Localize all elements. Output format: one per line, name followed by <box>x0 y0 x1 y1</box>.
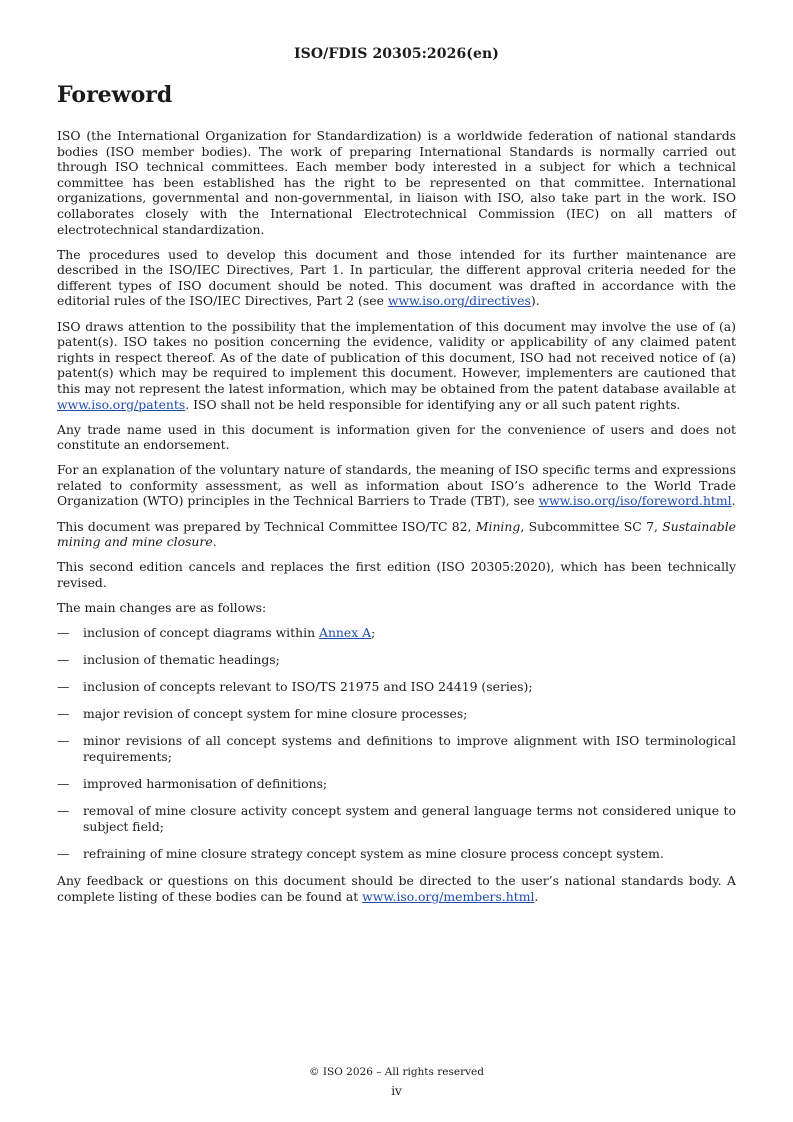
paragraph-edition: This second edition cancels and replaces the first edition (ISO 20305:2020), which has been technically revised. <box>57 559 736 590</box>
annex-a-link[interactable]: Annex A <box>319 625 372 641</box>
dash-bullet: — <box>57 679 70 695</box>
foreword-body <box>57 128 736 914</box>
list-item-text: refraining of mine closure strategy concept system as mine closure process concept system. <box>83 845 664 861</box>
paragraph-changes-intro: The main changes are as follows: <box>57 599 267 615</box>
list-item <box>57 803 736 834</box>
document-id-header: ISO/FDIS 20305:2026(en) <box>293 46 500 62</box>
members-link[interactable]: www.iso.org/members.html <box>362 888 535 904</box>
paragraph-committee-text: This document was prepared by Technical Committee ISO/TC 82, <box>57 518 476 534</box>
paragraph-committee <box>57 519 736 550</box>
dash-bullet: — <box>57 706 70 722</box>
list-item-text: inclusion of thematic headings; <box>83 652 280 668</box>
paragraph-voluntary-nature <box>57 462 736 509</box>
list-item <box>57 625 736 641</box>
paragraph-patents-end: . ISO shall not be held responsible for identifying any or all such patent rights. <box>185 396 681 412</box>
list-item <box>57 846 736 862</box>
paragraph-voluntary-text: For an explanation of the voluntary nature of standards, the meaning of ISO specific terms and expressions related to conformity assessment, as well as information about ISO’s adherence to the World Trade Organization (WTO) principles in the Technical Barriers to Trade (TBT), see <box>57 462 736 509</box>
paragraph-committee-mid: , Subcommittee SC 7, <box>520 518 663 534</box>
paragraph-feedback-text: Any feedback or questions on this document should be directed to the user’s national standards body. A complete listing of these bodies can be found at <box>57 872 736 904</box>
paragraph-trade-name: Any trade name used in this document is information given for the convenience of users and does not constitute an endorsement. <box>57 421 736 453</box>
dash-bullet: — <box>57 803 70 819</box>
list-item-text: removal of mine closure activity concept system and general language terms not considered unique to subject field; <box>83 803 736 834</box>
directives-link[interactable]: www.iso.org/directives <box>387 293 531 309</box>
paragraph-patents-text: ISO draws attention to the possibility that the implementation of this document may involve the use of (a) patent(s). ISO takes no position concerning the evidence, validity or applicability of any claimed patent rights in respect thereof. As of the date of publication of this document, ISO had not received notice of (a) patent(s) which may be required to implement this document. However, implementers are cautioned that this may not represent the latest information, which may be obtained from the patent database available at <box>57 318 736 396</box>
list-item-text: minor revisions of all concept systems and definitions to improve alignment with ISO terminological requirements; <box>83 733 736 764</box>
list-item <box>57 652 736 668</box>
dash-bullet: — <box>57 625 70 641</box>
paragraph-feedback <box>57 873 736 904</box>
paragraph-patents <box>57 319 736 413</box>
paragraph-procedures <box>57 247 736 309</box>
dash-bullet: — <box>57 652 70 668</box>
paragraph-committee-end: . <box>212 534 217 550</box>
list-item <box>57 706 736 722</box>
list-item <box>57 679 736 695</box>
list-item-end: ; <box>371 625 376 641</box>
paragraph-feedback-end: . <box>534 888 539 904</box>
paragraph-procedures-end: ). <box>530 293 540 309</box>
copyright-footer: © ISO 2026 – All rights reserved <box>309 1066 484 1078</box>
list-item <box>57 776 736 792</box>
paragraph-procedures-text: The procedures used to develop this document and those intended for its further maintenance are described in the ISO/IEC Directives, Part 1. In particular, the different approval criteria needed for the different types of ISO document should be noted. This document was drafted in accordance with the editorial rules of the ISO/IEC Directives, Part 2 (see <box>57 246 736 309</box>
list-item <box>57 733 736 764</box>
page-title: Foreword <box>57 82 173 108</box>
list-item-text: inclusion of concept diagrams within <box>83 625 319 641</box>
dash-bullet: — <box>57 733 70 749</box>
paragraph-iso-intro: ISO (the International Organization for Standardization) is a worldwide federation of national standards bodies (ISO member bodies). The work of preparing International Standards is normally carried out through ISO technical committees. Each member body interested in a subject for which a technical committee has been established has the right to be represented on that committee. International organizations, governmental and non-governmental, in liaison with ISO, also take part in the work. ISO collaborates closely with the International Electrotechnical Commission (IEC) on all matters of electrotechnical standardization. <box>57 128 736 237</box>
dash-bullet: — <box>57 776 70 792</box>
foreword-link[interactable]: www.iso.org/iso/foreword.html <box>538 493 732 509</box>
dash-bullet: — <box>57 845 70 861</box>
patents-link[interactable]: www.iso.org/patents <box>57 396 186 412</box>
changes-list <box>57 625 736 861</box>
paragraph-voluntary-end: . <box>731 493 736 509</box>
list-item-text: major revision of concept system for mine closure processes; <box>83 706 468 722</box>
committee-name: Mining <box>475 518 521 534</box>
page-number: iv <box>391 1084 402 1098</box>
list-item-text: inclusion of concepts relevant to ISO/TS 21975 and ISO 24419 (series); <box>83 679 533 695</box>
subcommittee-name: Sustainable mining and mine closure <box>57 518 736 550</box>
list-item-text: improved harmonisation of definitions; <box>83 776 328 792</box>
